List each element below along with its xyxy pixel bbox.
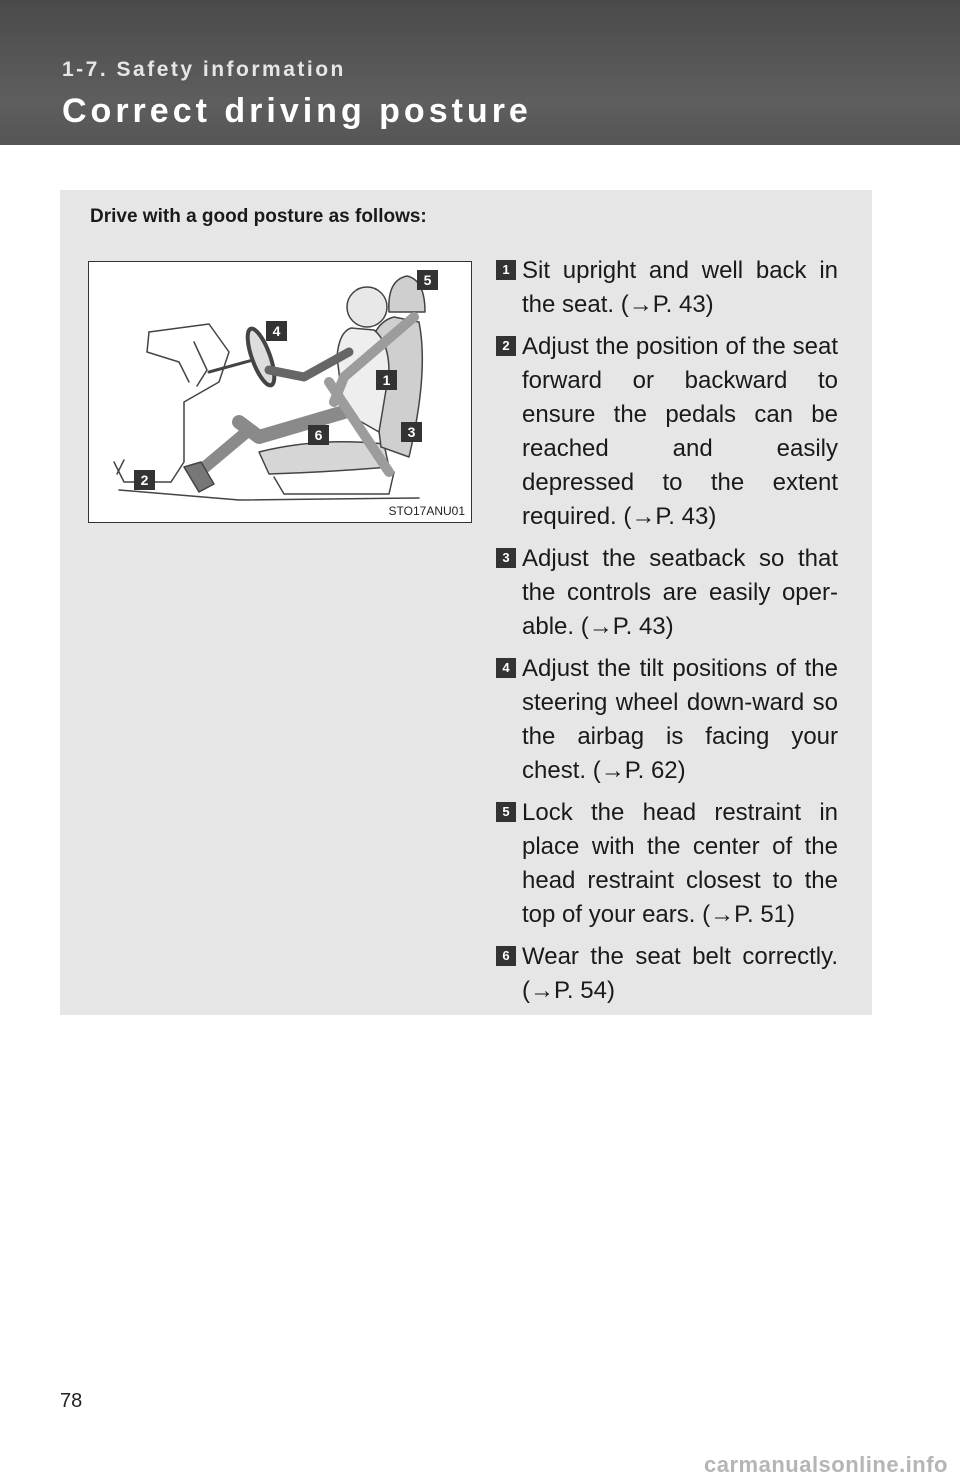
step-item	[496, 542, 838, 644]
step-item	[496, 330, 838, 534]
step-number: 6	[496, 946, 516, 966]
step-item	[496, 652, 838, 788]
page-number: 78	[60, 1390, 83, 1412]
step-item	[496, 796, 838, 932]
watermark: carmanualsonline.info	[704, 1452, 948, 1477]
step-text: Adjust the position of the seat forward or backward to ensure the pedals can be reached and easily depressed to the extent required. (→P. 43)	[522, 333, 838, 530]
step-number: 5	[496, 802, 516, 822]
callout-6: 6	[308, 425, 329, 445]
step-item	[496, 254, 838, 322]
intro-text: Drive with a good posture as follows:	[90, 206, 427, 227]
step-number: 2	[496, 336, 516, 356]
header-band	[0, 0, 960, 145]
callout-4: 4	[266, 321, 287, 341]
callout-1: 1	[376, 370, 397, 390]
step-text: Sit upright and well back in the seat. (→P. 43)	[522, 257, 838, 318]
step-text: Lock the head restraint in place with the center of the head restraint closest to the top of your ears. (→P. 51)	[522, 799, 838, 928]
step-text: Adjust the seatback so that the controls are easily oper-able. (→P. 43)	[522, 545, 838, 640]
step-number: 1	[496, 260, 516, 280]
content-box	[60, 190, 872, 1015]
step-text: Adjust the tilt positions of the steering wheel down-ward so the airbag is facing your chest. (→P. 62)	[522, 655, 838, 784]
step-number: 3	[496, 548, 516, 568]
posture-illustration	[88, 261, 472, 523]
step-item	[496, 940, 838, 1008]
posture-steps	[496, 254, 838, 1016]
callout-2: 2	[134, 470, 155, 490]
step-number: 4	[496, 658, 516, 678]
section-label: 1-7. Safety information	[62, 58, 346, 81]
callout-5: 5	[417, 270, 438, 290]
step-text: Wear the seat belt correctly. (→P. 54)	[522, 943, 838, 1004]
callout-3: 3	[401, 422, 422, 442]
page-title: Correct driving posture	[62, 92, 532, 130]
figure-code: STO17ANU01	[388, 504, 465, 518]
